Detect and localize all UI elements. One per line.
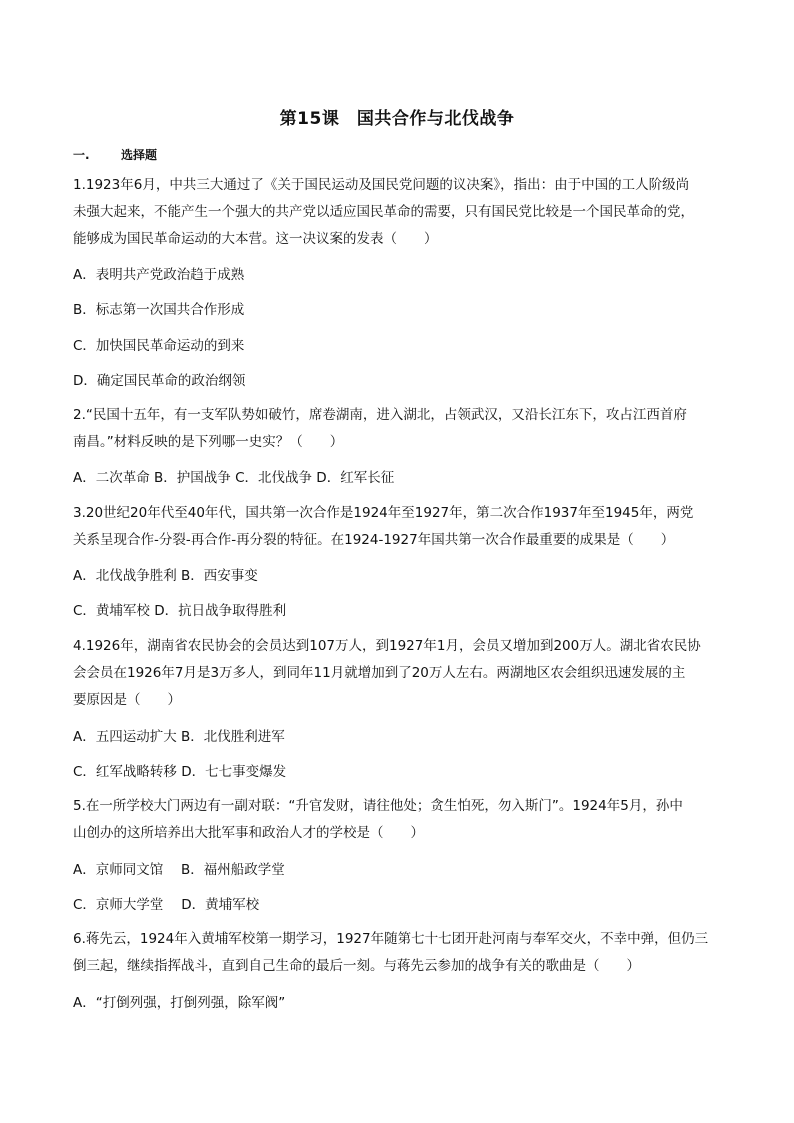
question-4-options-row-2: C．红军战略转移 D．七七事变爆发 xyxy=(73,764,287,780)
question-6-line-2: 倒三起，继续指挥战斗，直到自己生命的最后一刻。与蒋先云参加的战争有关的歌曲是（ ） xyxy=(73,958,640,974)
question-3-line-2: 关系呈现合作-分裂-再合作-再分裂的特征。在1924-1927年国共第一次合作最重要的成果是（ ） xyxy=(73,532,675,548)
question-1-line-1: 1.1923年6月，中共三大通过了《关于国民运动及国民党问题的议决案》，指出：由于中国的工人阶级尚 xyxy=(73,177,690,193)
question-1-line-3: 能够成为国民革命运动的大本营。这一决议案的发表（ ） xyxy=(73,231,438,247)
question-2-line-1: 2.“民国十五年，有一支军队势如破竹，席卷湖南，进入湖北，占领武汉，又沿长江东下，攻占江西首府 xyxy=(73,407,687,423)
question-4-line-1: 4.1926年，湖南省农民协会的会员达到107万人，到1927年1月，会员又增加到200万人。湖北省农民协 xyxy=(73,638,701,654)
section-number: 一. xyxy=(73,148,90,162)
question-3-line-1: 3.20世纪20年代至40年代，国共第一次合作是1924年至1927年，第二次合作1937年至1945年，两党 xyxy=(73,505,694,521)
question-5-options-row-2: C．京师大学堂 D．黄埔军校 xyxy=(73,897,260,913)
page-title: 第15课 国共合作与北伐战争 xyxy=(279,109,515,129)
section-heading xyxy=(73,146,157,163)
question-1-option-c: C．加快国民革命运动的到来 xyxy=(73,338,245,354)
question-2-options: A．二次革命 B．护国战争 C．北伐战争 D．红军长征 xyxy=(73,470,395,486)
question-4-options-row-1: A．五四运动扩大 B．北伐胜利进军 xyxy=(73,729,285,745)
question-3-options-row-1: A．北伐战争胜利 B．西安事变 xyxy=(73,568,258,584)
question-5-line-1: 5.在一所学校大门两边有一副对联：“升官发财，请往他处；贪生怕死，勿入斯门”。1924年5月，孙中 xyxy=(73,798,683,814)
question-6-line-1: 6.蒋先云，1924年入黄埔军校第一期学习，1927年随第七十七团开赴河南与奉军交火，不幸中弹，但仍三 xyxy=(73,931,709,947)
question-1-option-d: D．确定国民革命的政治纲领 xyxy=(73,373,246,389)
question-2-line-2: 南昌。”材料反映的是下列哪一史实？（ ） xyxy=(73,434,344,450)
question-5-options-row-1: A．京师同文馆 B．福州船政学堂 xyxy=(73,862,285,878)
question-1-option-a: A．表明共产党政治趋于成熟 xyxy=(73,267,245,283)
question-6-option-a: A．“打倒列强，打倒列强，除军阀” xyxy=(73,995,286,1011)
question-4-line-3: 要原因是（ ） xyxy=(73,692,181,708)
question-1-option-b: B．标志第一次国共合作形成 xyxy=(73,302,245,318)
section-label: 选择题 xyxy=(121,148,158,162)
question-3-options-row-2: C．黄埔军校 D．抗日战争取得胜利 xyxy=(73,603,287,619)
question-1-line-2: 未强大起来，不能产生一个强大的共产党以适应国民革命的需要，只有国民党比较是一个国民革命的党， xyxy=(73,204,694,220)
question-5-line-2: 山创办的这所培养出大批军事和政治人才的学校是（ ） xyxy=(73,825,424,841)
question-4-line-2: 会会员在1926年7月是3万多人，到同年11月就增加到了20万人左右。两湖地区农会组织迅速发展的主 xyxy=(73,665,686,681)
